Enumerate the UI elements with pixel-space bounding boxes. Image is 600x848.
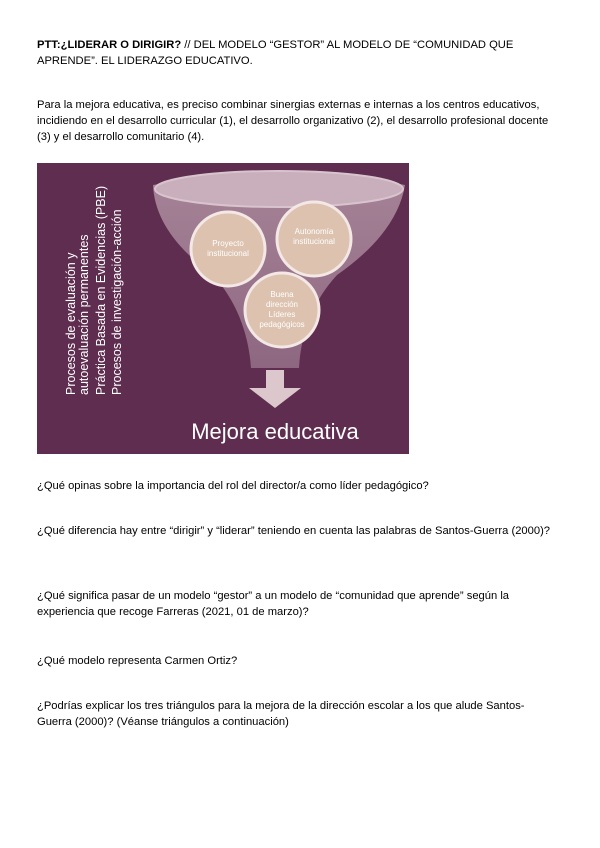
svg-text:Buena: Buena (270, 290, 294, 299)
title-rest: // DEL MODELO “GESTOR” AL MODELO DE “COMUNIDAD QUE APRENDE”. EL LIDERAZGO EDUCATIVO. (37, 39, 514, 67)
svg-text:Proyecto: Proyecto (212, 239, 244, 248)
side-text-line-4: Procesos de investigación-acción (110, 209, 124, 395)
side-text-line-2: autoevaluación permanentes (77, 234, 91, 395)
intro-paragraph: Para la mejora educativa, es preciso combinar sinergias externas e internas a los centros educativos, incidiendo en el desarrollo curricular (1), el desarrollo organizativo (2), el desarrollo profesional docente (3) y el desarrollo comunitario (4). (37, 99, 549, 143)
question-1: ¿Qué opinas sobre la importancia del rol del director/a como líder pedagógico? (37, 480, 429, 492)
question-2: ¿Qué diferencia hay entre “dirigir” y “liderar” teniendo en cuenta las palabras de Santos-Guerra (2000)? (37, 525, 551, 537)
result-label: Mejora educativa (191, 419, 359, 444)
funnel-rim (155, 171, 403, 207)
question-4: ¿Qué modelo representa Carmen Ortiz? (37, 655, 238, 667)
document-title (37, 37, 557, 69)
question-3: ¿Qué significa pasar de un modelo “gestor” a un modelo de “comunidad que aprende” según la experiencia que recoge Farreras (2021, 01 de marzo)? (37, 590, 510, 618)
svg-text:dirección: dirección (265, 300, 299, 309)
svg-text:institucional: institucional (207, 249, 249, 258)
svg-text:Autonomía: Autonomía (294, 227, 334, 236)
title-bold: PTT:¿LIDERAR O DIRIGIR? (37, 39, 182, 51)
side-text-line-1: Procesos de evaluación y (64, 252, 78, 395)
side-text-line-3: Práctica Basada en Evidencias (PBE) (94, 185, 108, 395)
svg-text:institucional: institucional (293, 237, 335, 246)
question-5: ¿Podrías explicar los tres triángulos para la mejora de la dirección escolar a los que alude Santos-Guerra (2000)? (Véanse triángulos a continuación) (37, 700, 525, 728)
svg-text:pedagógicos: pedagógicos (259, 320, 305, 329)
circle-label-autonomia (293, 227, 335, 246)
circle-label-proyecto (207, 239, 249, 258)
leadership-funnel-figure (37, 163, 409, 454)
svg-text:Líderes: Líderes (268, 310, 296, 319)
